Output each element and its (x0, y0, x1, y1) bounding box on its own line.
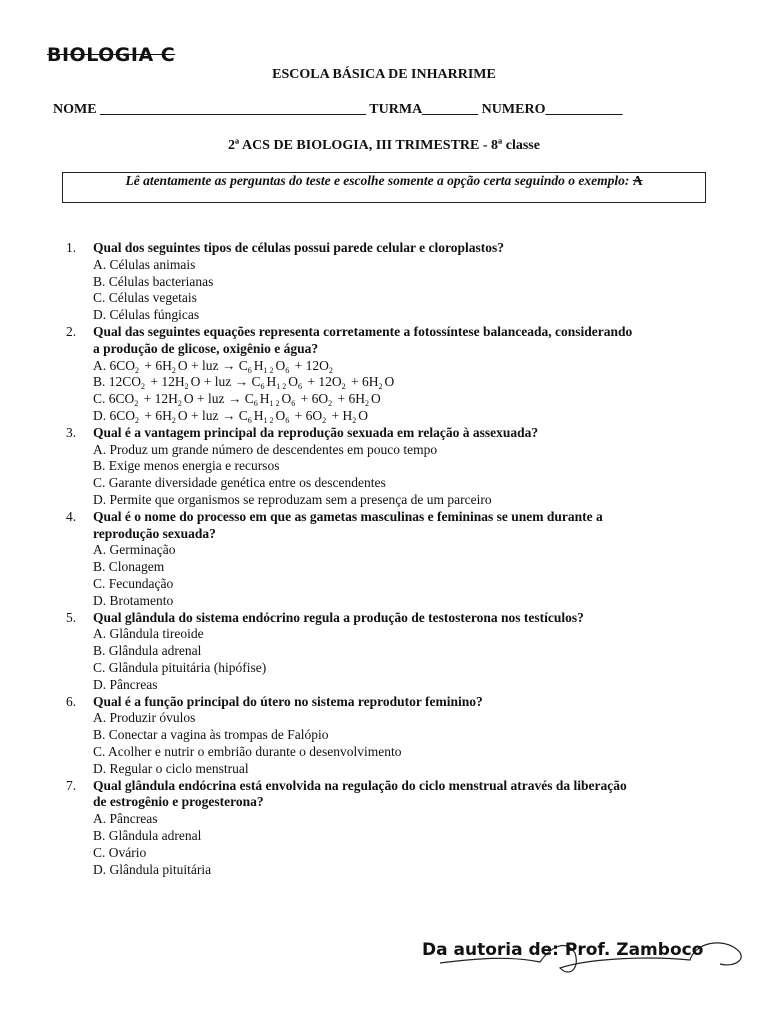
answer-option[interactable]: B. Glândula adrenal (93, 827, 202, 843)
subject-title: BIOLOGIA C (47, 44, 176, 66)
answer-option[interactable]: A. Pâncreas (93, 811, 158, 827)
question-text: Qual é o nome do processo em que as gametas masculinas e femininas se unem durante a (93, 508, 603, 524)
answer-option[interactable]: D. Glândula pituitária (93, 861, 212, 877)
answer-option[interactable]: D. Regular o ciclo menstrual (93, 760, 249, 776)
answer-option[interactable]: C. Acolher e nutrir o embrião durante o desenvolvimento (93, 743, 402, 759)
answer-option[interactable]: B. $12CO_2 + 12H_2O$ + luz → $C_6H_{12}O_6 + 12O_2 + 6H_2O$ (93, 374, 395, 392)
question-number: 5. (66, 609, 77, 625)
question-text: a produção de glicose, oxigênio e água? (93, 340, 319, 356)
student-info-line: NOME ______________________________________ TURMA________ NUMERO___________ (53, 102, 623, 117)
test-title: 2ª ACS DE BIOLOGIA, III TRIMESTRE - 8ª classe (228, 138, 540, 153)
answer-option[interactable]: D. Brotamento (93, 592, 174, 608)
answer-option[interactable]: B. Conectar a vagina às trompas de Falópio (93, 727, 329, 743)
answer-option[interactable]: D. Células fúngicas (93, 307, 200, 323)
question-text: de estrogênio e progesterona? (93, 794, 264, 810)
answer-option[interactable]: D. Permite que organismos se reproduzam sem a presença de um parceiro (93, 491, 492, 507)
question-text: Qual é a função principal do útero no sistema reprodutor feminino? (93, 693, 483, 709)
answer-option[interactable]: C. Garante diversidade genética entre os descendentes (93, 475, 386, 491)
answer-option[interactable]: A. Células animais (93, 256, 196, 272)
question-number: 2. (66, 324, 77, 339)
instruction-text: Lê atentamente as perguntas do teste e escolhe somente a opção certa seguindo o exemplo: (125, 173, 630, 188)
question-text: reprodução sexuada? (93, 525, 216, 541)
question-number: 1. (66, 240, 77, 255)
answer-option[interactable]: C. Ovário (93, 844, 147, 860)
instruction (62, 173, 706, 189)
answer-option[interactable]: D. Pâncreas (93, 676, 158, 692)
answer-option[interactable]: A. Germinação (93, 542, 176, 558)
instruction-example: A (632, 173, 643, 188)
answer-option[interactable]: B. Clonagem (93, 559, 165, 575)
answer-option[interactable]: C. Células vegetais (93, 290, 197, 306)
question-text: Qual é a vantagem principal da reprodução sexuada em relação à assexuada? (93, 424, 539, 440)
answer-option[interactable]: A. Produz um grande número de descendentes em pouco tempo (93, 441, 438, 457)
answer-option[interactable]: A. Produzir óvulos (93, 710, 196, 726)
question-text: Qual dos seguintes tipos de células possui parede celular e cloroplastos? (93, 240, 505, 255)
author-credit: Da autoria de: Prof. Zamboco (422, 940, 704, 960)
question-number: 4. (66, 508, 77, 524)
question-number: 3. (66, 424, 77, 440)
question-text: Qual glândula do sistema endócrino regula a produção de testosterona nos testículos? (93, 609, 584, 625)
school-name: ESCOLA BÁSICA DE INHARRIME (272, 67, 496, 82)
answer-option[interactable]: C. $6CO_2 + 12H_2O$ + luz → $C_6H_{12}O_6 + 6O_2 + 6H_2O$ (93, 391, 381, 409)
answer-option[interactable]: C. Glândula pituitária (hipófise) (93, 659, 267, 675)
answer-option[interactable]: C. Fecundação (93, 575, 174, 591)
answer-option[interactable]: D. $6CO_2 + 6H_2O$ + luz → $C_6H_{12}O_6 + 6O_2 + H_2O$ (93, 408, 369, 425)
answer-option[interactable]: B. Glândula adrenal (93, 643, 202, 659)
answer-option[interactable]: B. Exige menos energia e recursos (93, 458, 280, 474)
question-number: 6. (66, 693, 77, 709)
answer-option[interactable]: A. Glândula tireoide (93, 626, 204, 642)
answer-option[interactable]: B. Células bacterianas (93, 273, 214, 289)
question-text: Qual glândula endócrina está envolvida na regulação do ciclo menstrual através da liberação (93, 777, 627, 793)
answer-option[interactable]: A. $6CO_2 + 6H_2O$ + luz → $C_6H_{12}O_6 + 12O_2$ (93, 357, 335, 375)
question-text: Qual das seguintes equações representa corretamente a fotossíntese balanceada, considerando (93, 324, 633, 339)
question-number: 7. (66, 777, 77, 793)
